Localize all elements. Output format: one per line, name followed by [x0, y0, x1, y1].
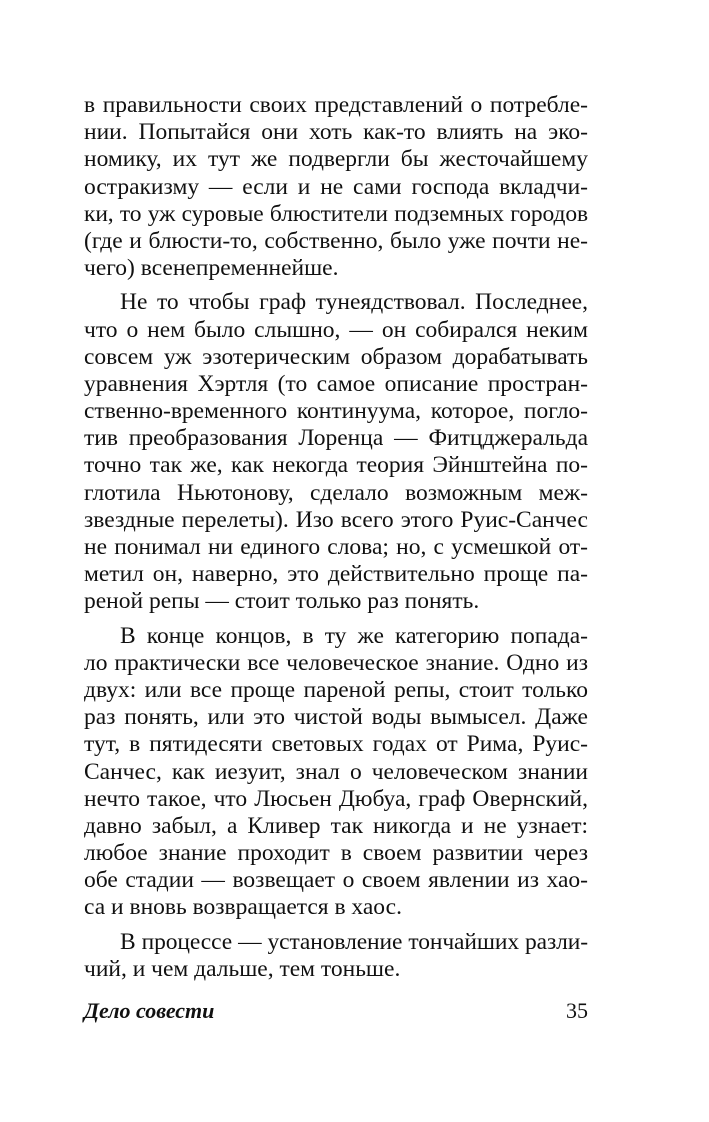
page-number: 35: [566, 998, 588, 1023]
paragraph-gap: [84, 922, 588, 929]
text-line: совсем уж эзотерическим образом дорабатывать: [84, 343, 588, 370]
text-line: звездные перелеты). Изо всего этого Руис-Санчес: [84, 506, 588, 533]
text-line: глотила Ньютонову, сделало возможным меж-: [84, 479, 588, 506]
text-line: не понимал ни единого слова; но, с усмешкой от-: [84, 534, 588, 560]
text-line: раз понять, или это чистой воды вымысел. Даже: [84, 704, 588, 731]
text-line: ственно-временного континуума, которое, погло-: [84, 398, 588, 425]
text-line: метил он, наверно, это действительно проще па-: [84, 561, 588, 588]
text-line: двух: или все проще пареной репы, стоит только: [84, 676, 588, 703]
text-line: в правильности своих представлений о потребле-: [84, 92, 588, 118]
text-line: ло практически все человеческое знание. Одно из: [84, 649, 588, 676]
paragraph-4: [84, 929, 588, 983]
text-line: ки, то уж суровые блюстители подземных городов: [84, 200, 588, 227]
text-line: давно забыл, а Кливер так никогда и не узнает:: [84, 812, 588, 839]
text-line: нечто такое, что Люсьен Дюбуа, граф Овернский,: [84, 785, 588, 812]
text-line: чий, и чем дальше, тем тоньше.: [84, 955, 401, 982]
text-line: любое знание проходит в своем развитии через: [84, 840, 588, 867]
text-line: уравнения Хэртля (то самое описание простран-: [84, 370, 588, 397]
text-line: номику, их тут же подвергли бы жесточайшему: [84, 146, 588, 173]
text-line: что о нем было слышно, — он собирался неким: [84, 316, 588, 343]
text-line: тив преобразования Лоренца — Фитцджеральда: [84, 425, 588, 452]
running-title: Дело совести: [84, 998, 215, 1023]
text-line: тут, в пятидесяти световых годах от Рима, Руис-: [84, 731, 588, 758]
text-line: реной репы — стоит только раз понять.: [84, 588, 480, 615]
page-footer: [84, 996, 588, 1026]
text-line: точно так же, как некогда теория Эйнштейна по-: [84, 452, 588, 479]
text-line: В конце концов, в ту же категорию попада-: [120, 622, 588, 649]
text-line: нии. Попытайся они хоть как-то влиять на эко-: [84, 119, 588, 146]
paragraph-3: [84, 623, 588, 922]
text-line: са и вновь возвращается в хаос.: [84, 894, 402, 921]
paragraph-2: [84, 289, 588, 615]
text-line: обе стадии — возвещает о своем явлении из хао-: [84, 867, 588, 894]
text-line: В процессе — установление тончайших разли-: [120, 928, 588, 955]
text-line: Санчес, как иезуит, знал о человеческом знании: [84, 758, 588, 785]
paragraph-gap: [84, 616, 588, 623]
page-body: [84, 92, 588, 983]
text-line: остракизму — если и не сами господа вкладчи-: [84, 173, 588, 200]
text-line: Не то чтобы граф тунеядствовал. Последнее,: [120, 289, 588, 316]
paragraph-1: [84, 92, 588, 282]
text-line: (где и блюсти-то, собственно, было уже почти не-: [84, 227, 588, 254]
paragraph-gap: [84, 282, 588, 289]
text-line: чего) всенепременнейше.: [84, 255, 339, 282]
